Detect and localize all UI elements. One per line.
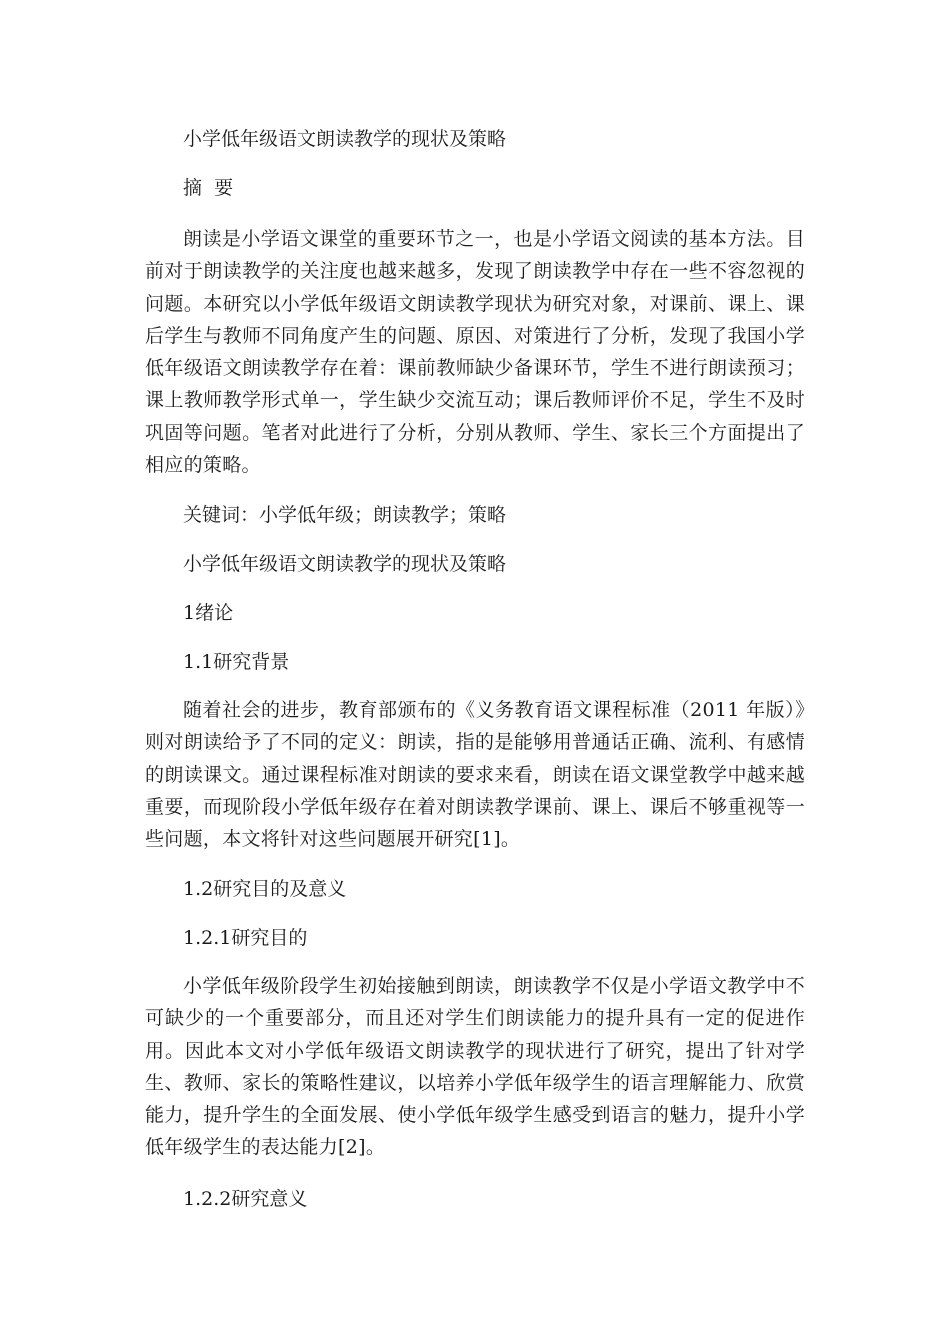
section-heading-1-2-1: 1.2.1研究目的 [183,927,308,949]
section-heading-1: 1绪论 [183,602,234,624]
abstract-heading: 摘 要 [183,177,234,199]
background-paragraph: 随着社会的进步，教育部颁布的《义务教育语文课程标准（2011 年版）》则对朗读给予了不同的定义：朗读，指的是能够用普通话正确、流利、有感情的朗读课文。通过课程标准对朗读的要求来看，朗读在语文课堂教学中越来越重要，而现阶段小学低年级存在着对朗读教学课前、课上、课后不够重视等一些问题，本文将针对这些问题展开研究[1]。 [145,699,805,851]
section-heading-1-1: 1.1研究背景 [183,651,290,673]
document-title: 小学低年级语文朗读教学的现状及策略 [183,128,507,150]
section-heading-1-2-2: 1.2.2研究意义 [183,1188,308,1210]
body-title: 小学低年级语文朗读教学的现状及策略 [183,553,507,575]
keywords-line: 关键词：小学低年级；朗读教学；策略 [183,504,507,526]
purpose-paragraph: 小学低年级阶段学生初始接触到朗读，朗读教学不仅是小学语文教学中不可缺少的一个重要部分，而且还对学生们朗读能力的提升具有一定的促进作用。因此本文对小学低年级语文朗读教学的现状进行了研究，提出了针对学生、教师、家长的策略性建议，以培养小学低年级学生的语言理解能力、欣赏能力，提升学生的全面发展、使小学低年级学生感受到语言的魅力，提升小学低年级学生的表达能力[2]。 [145,975,805,1159]
abstract-paragraph: 朗读是小学语文课堂的重要环节之一，也是小学语文阅读的基本方法。目前对于朗读教学的关注度也越来越多，发现了朗读教学中存在一些不容忽视的问题。本研究以小学低年级语文朗读教学现状为研究对象，对课前、课上、课后学生与教师不同角度产生的问题、原因、对策进行了分析，发现了我国小学低年级语文朗读教学存在着：课前教师缺少备课环节，学生不进行朗读预习；课上教师教学形式单一，学生缺少交流互动；课后教师评价不足，学生不及时巩固等问题。笔者对此进行了分析，分别从教师、学生、家长三个方面提出了相应的策略。 [145,228,805,477]
section-heading-1-2: 1.2研究目的及意义 [183,878,347,900]
